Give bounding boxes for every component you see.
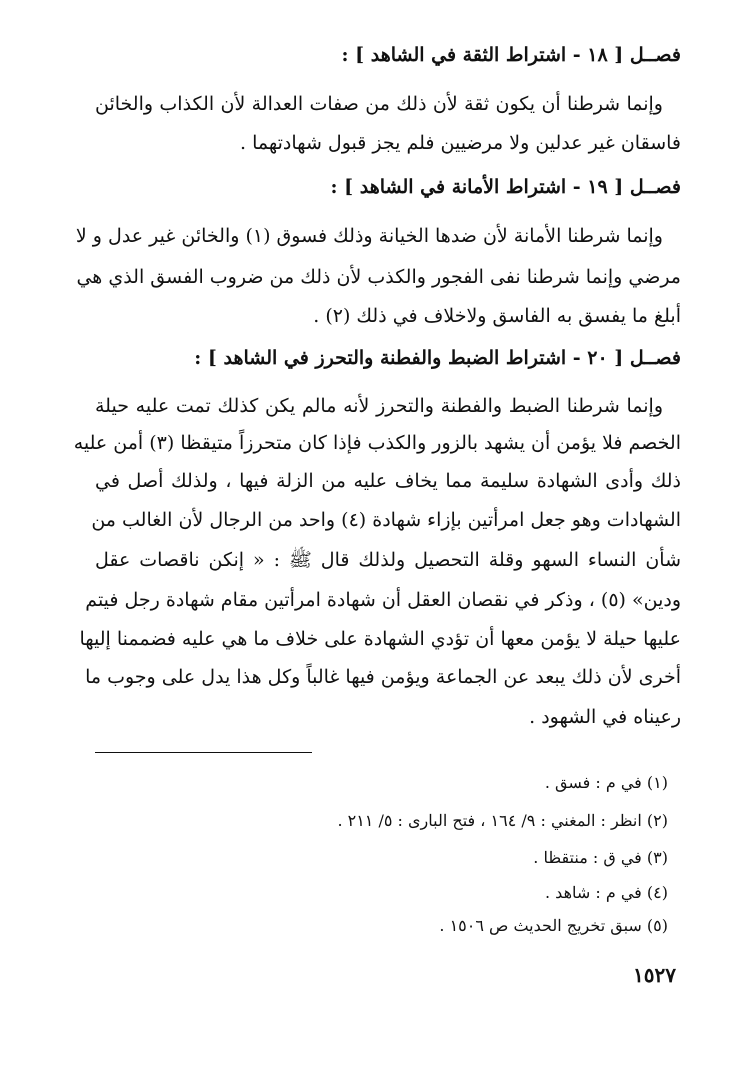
section-heading-19: فصــل [ ١٩ - اشتراط الأمانة في الشاهد ] :	[330, 176, 681, 198]
paragraph-line: الخصم فلا يؤمن أن يشهد بالزور والكذب فإذا كان متحرزاً متيقظا (٣) أمن عليه	[73, 432, 681, 454]
footnote-3: (٣) في ق : منتقظا .	[533, 848, 668, 867]
section-heading-18: فصــل [ ١٨ - اشتراط الثقة في الشاهد ] :	[341, 44, 681, 66]
footnote-2: (٢) انظر : المغني : ٩/ ١٦٤ ، فتح البارى : ٥/ ٢١١ .	[337, 811, 668, 830]
page-number: ١٥٢٧	[633, 963, 676, 987]
section-heading-20: فصــل [ ٢٠ - اشتراط الضبط والفطنة والتحرز في الشاهد ] :	[194, 347, 681, 369]
footnote-5: (٥) سبق تخريج الحديث ص ١٥٠٦ .	[439, 916, 668, 935]
paragraph-line: وإنما شرطنا أن يكون ثقة لأن ذلك من صفات العدالة لأن الكذاب والخائن	[95, 93, 663, 115]
paragraph-line: الشهادات وهو جعل امرأتين بإزاء شهادة (٤) واحد من الرجال لأن الغالب من	[91, 509, 681, 531]
paragraph-line: رعيناه في الشهود .	[529, 706, 681, 728]
footnote-separator	[95, 752, 312, 753]
paragraph-line: مرضي وإنما شرطنا نفى الفجور والكذب لأن ذلك من ضروب الفسق الذي هي	[76, 266, 681, 288]
paragraph-line: أخرى لأن ذلك يبعد عن الجماعة ويؤمن فيها غالباً وكل هذا يدل على وجوب ما	[85, 666, 681, 688]
paragraph-line: أبلغ ما يفسق به الفاسق ولاخلاف في ذلك (٢) .	[313, 305, 681, 327]
paragraph-line: عليها حيلة لا يؤمن معها أن تؤدي الشهادة على خلاف ما هي عليه فضممنا إليها	[79, 628, 681, 650]
footnote-1: (١) في م : فسق .	[544, 773, 668, 792]
paragraph-line: شأن النساء السهو وقلة التحصيل ولذلك قال ﷺ : « إنكن ناقصات عقل	[95, 549, 681, 571]
paragraph-line: وإنما شرطنا الأمانة لأن ضدها الخيانة وذلك فسوق (١) والخائن غير عدل و لا	[75, 225, 663, 247]
paragraph-line: وإنما شرطنا الضبط والفطنة والتحرز لأنه مالم يكن كذلك تمت عليه حيلة	[95, 395, 663, 417]
paragraph-line: ذلك وأدى الشهادة سليمة مما يخاف عليه من الزلة فيها ، ولذلك أصل في	[95, 470, 681, 492]
paragraph-line: ودين» (٥) ، وذكر في نقصان العقل أن شهادة امرأتين مقام شهادة رجل فيتم	[85, 589, 681, 611]
paragraph-line: فاسقان غير عدلين ولا مرضيين فلم يجز قبول شهادتهما .	[240, 132, 681, 154]
footnote-4: (٤) في م : شاهد .	[545, 883, 668, 902]
